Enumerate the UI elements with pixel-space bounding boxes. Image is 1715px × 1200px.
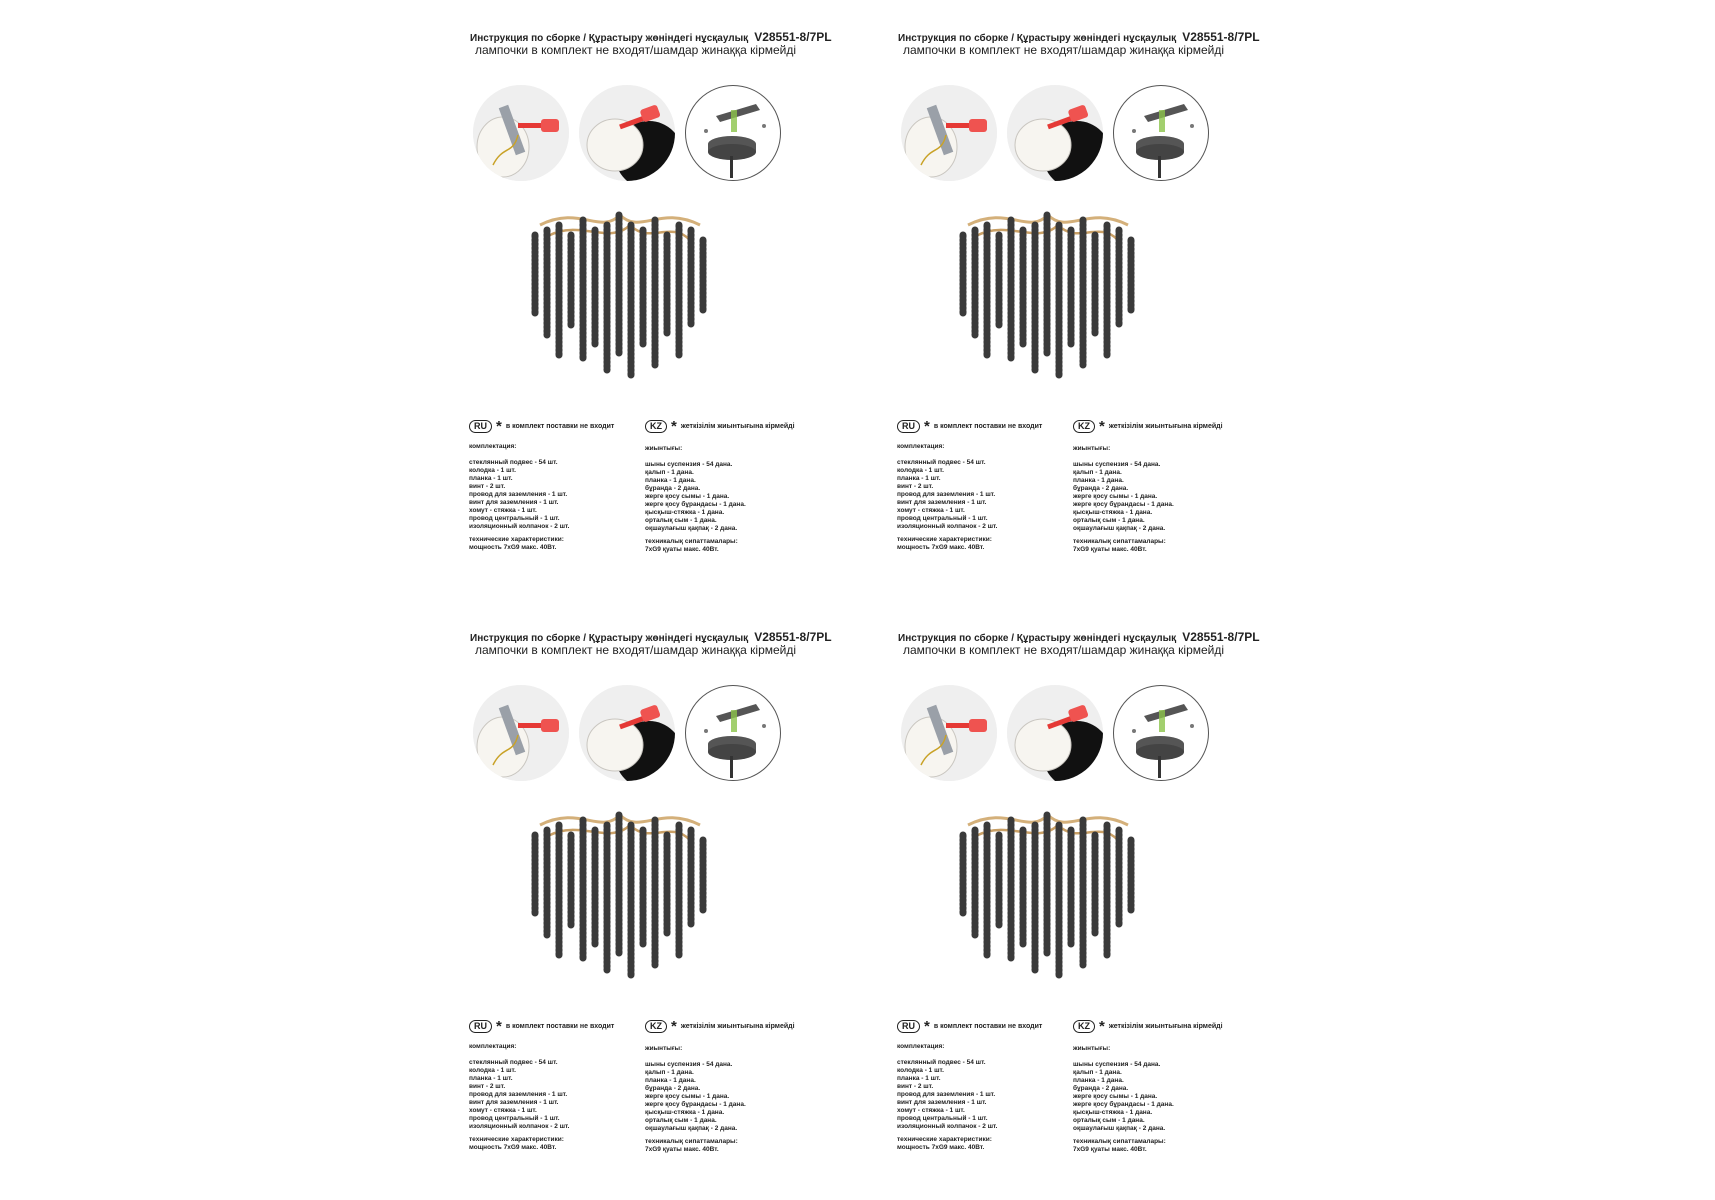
card-subtitle: лампочки в комплект не входят/шамдар жинаққа кірмейді <box>475 43 797 57</box>
mounting-plate-diagram-icon <box>685 685 781 781</box>
model-number: V28551-8/7PL <box>754 630 832 644</box>
ru-kit-list: комплектация: стеклянный подвес - 54 шт. колодка - 1 шт. планка - 1 шт. винт - 2 шт. провод для заземления - 1 шт. винт для заземления - 1 шт. хомут - стяжка - 1 шт. провод центральный - 1 шт. изоляционный колпачок - 2 шт. технические характеристики: мощность 7xG9 макс. 40Вт. <box>469 1043 570 1151</box>
card-title: Инструкция по сборке / Құрастыру жөніндегі нұсқаулық V28551-8/7PL <box>898 30 1260 44</box>
chandelier-icon <box>520 195 720 395</box>
chandelier-icon <box>948 195 1148 395</box>
kz-kit-list: жиынтығы: шыны суспензия - 54 дана. қалып - 1 дана. планка - 1 дана. бұранда - 2 дана. жерге қосу сымы - 1 дана. жерге қосу бұрандасы - 1 дана. қысқыш-стяжка - 1 дана. орталық сым - 1 дана. оқшаулағыш қақпақ - 2 дана. техникалық сипаттамалары: 7xG9 қуаты макс. 40Вт. <box>645 445 746 553</box>
chandelier-icon <box>948 795 1148 995</box>
kz-note: KZ * жеткізілім жиынтығына кірмейді <box>1073 420 1223 433</box>
card-subtitle: лампочки в комплект не входят/шамдар жинаққа кірмейді <box>475 643 797 657</box>
ru-note: RU * в комплект поставки не входит <box>469 420 614 433</box>
kz-badge: KZ <box>1073 420 1095 433</box>
kz-note: KZ * жеткізілім жиынтығына кірмейді <box>645 1020 795 1033</box>
asterisk-icon: * <box>496 1017 502 1035</box>
screwdriver-wire-icon <box>901 685 997 781</box>
asterisk-icon: * <box>671 1017 677 1035</box>
asterisk-icon: * <box>924 1017 930 1035</box>
screwdriver-mount-icon <box>1007 85 1103 181</box>
model-number: V28551-8/7PL <box>754 30 832 44</box>
kz-kit-list: жиынтығы: шыны суспензия - 54 дана. қалып - 1 дана. планка - 1 дана. бұранда - 2 дана. жерге қосу сымы - 1 дана. жерге қосу бұрандасы - 1 дана. қысқыш-стяжка - 1 дана. орталық сым - 1 дана. оқшаулағыш қақпақ - 2 дана. техникалық сипаттамалары: 7xG9 қуаты макс. 40Вт. <box>1073 1045 1174 1153</box>
card-title: Инструкция по сборке / Құрастыру жөніндегі нұсқаулық V28551-8/7PL <box>470 630 832 644</box>
assembly-steps <box>473 85 803 185</box>
card-subtitle: лампочки в комплект не входят/шамдар жинаққа кірмейді <box>903 43 1225 57</box>
kz-kit-list: жиынтығы: шыны суспензия - 54 дана. қалып - 1 дана. планка - 1 дана. бұранда - 2 дана. жерге қосу сымы - 1 дана. жерге қосу бұрандасы - 1 дана. қысқыш-стяжка - 1 дана. орталық сым - 1 дана. оқшаулағыш қақпақ - 2 дана. техникалық сипаттамалары: 7xG9 қуаты макс. 40Вт. <box>645 1045 746 1153</box>
ru-kit-list: комплектация: стеклянный подвес - 54 шт. колодка - 1 шт. планка - 1 шт. винт - 2 шт. провод для заземления - 1 шт. винт для заземления - 1 шт. хомут - стяжка - 1 шт. провод центральный - 1 шт. изоляционный колпачок - 2 шт. технические характеристики: мощность 7xG9 макс. 40Вт. <box>897 443 998 551</box>
instruction-sheet <box>430 0 1285 1200</box>
ru-badge: RU <box>897 420 920 433</box>
instruction-card <box>858 0 1286 600</box>
model-number: V28551-8/7PL <box>1182 30 1260 44</box>
kz-badge: KZ <box>645 1020 667 1033</box>
screwdriver-mount-icon <box>579 85 675 181</box>
ru-badge: RU <box>469 1020 492 1033</box>
asterisk-icon: * <box>1099 417 1105 435</box>
asterisk-icon: * <box>924 417 930 435</box>
assembly-steps <box>901 85 1231 185</box>
model-number: V28551-8/7PL <box>1182 630 1260 644</box>
card-title: Инструкция по сборке / Құрастыру жөніндегі нұсқаулық V28551-8/7PL <box>898 630 1260 644</box>
screwdriver-wire-icon <box>473 85 569 181</box>
kz-badge: KZ <box>645 420 667 433</box>
assembly-steps <box>473 685 803 785</box>
mounting-plate-diagram-icon <box>1113 85 1209 181</box>
chandelier-icon <box>520 795 720 995</box>
card-title: Инструкция по сборке / Құрастыру жөніндегі нұсқаулық V28551-8/7PL <box>470 30 832 44</box>
instruction-card <box>430 600 858 1200</box>
screwdriver-mount-icon <box>1007 685 1103 781</box>
asterisk-icon: * <box>496 417 502 435</box>
asterisk-icon: * <box>1099 1017 1105 1035</box>
screwdriver-wire-icon <box>901 85 997 181</box>
ru-kit-list: комплектация: стеклянный подвес - 54 шт. колодка - 1 шт. планка - 1 шт. винт - 2 шт. провод для заземления - 1 шт. винт для заземления - 1 шт. хомут - стяжка - 1 шт. провод центральный - 1 шт. изоляционный колпачок - 2 шт. технические характеристики: мощность 7xG9 макс. 40Вт. <box>469 443 570 551</box>
asterisk-icon: * <box>671 417 677 435</box>
screwdriver-wire-icon <box>473 685 569 781</box>
ru-kit-list: комплектация: стеклянный подвес - 54 шт. колодка - 1 шт. планка - 1 шт. винт - 2 шт. провод для заземления - 1 шт. винт для заземления - 1 шт. хомут - стяжка - 1 шт. провод центральный - 1 шт. изоляционный колпачок - 2 шт. технические характеристики: мощность 7xG9 макс. 40Вт. <box>897 1043 998 1151</box>
ru-badge: RU <box>897 1020 920 1033</box>
mounting-plate-diagram-icon <box>1113 685 1209 781</box>
kz-note: KZ * жеткізілім жиынтығына кірмейді <box>1073 1020 1223 1033</box>
mounting-plate-diagram-icon <box>685 85 781 181</box>
assembly-steps <box>901 685 1231 785</box>
ru-badge: RU <box>469 420 492 433</box>
card-subtitle: лампочки в комплект не входят/шамдар жинаққа кірмейді <box>903 643 1225 657</box>
instruction-card <box>430 0 858 600</box>
screwdriver-mount-icon <box>579 685 675 781</box>
instruction-card <box>858 600 1286 1200</box>
kz-kit-list: жиынтығы: шыны суспензия - 54 дана. қалып - 1 дана. планка - 1 дана. бұранда - 2 дана. жерге қосу сымы - 1 дана. жерге қосу бұрандасы - 1 дана. қысқыш-стяжка - 1 дана. орталық сым - 1 дана. оқшаулағыш қақпақ - 2 дана. техникалық сипаттамалары: 7xG9 қуаты макс. 40Вт. <box>1073 445 1174 553</box>
kz-note: KZ * жеткізілім жиынтығына кірмейді <box>645 420 795 433</box>
kz-badge: KZ <box>1073 1020 1095 1033</box>
ru-note: RU * в комплект поставки не входит <box>469 1020 614 1033</box>
ru-note: RU * в комплект поставки не входит <box>897 420 1042 433</box>
ru-note: RU * в комплект поставки не входит <box>897 1020 1042 1033</box>
